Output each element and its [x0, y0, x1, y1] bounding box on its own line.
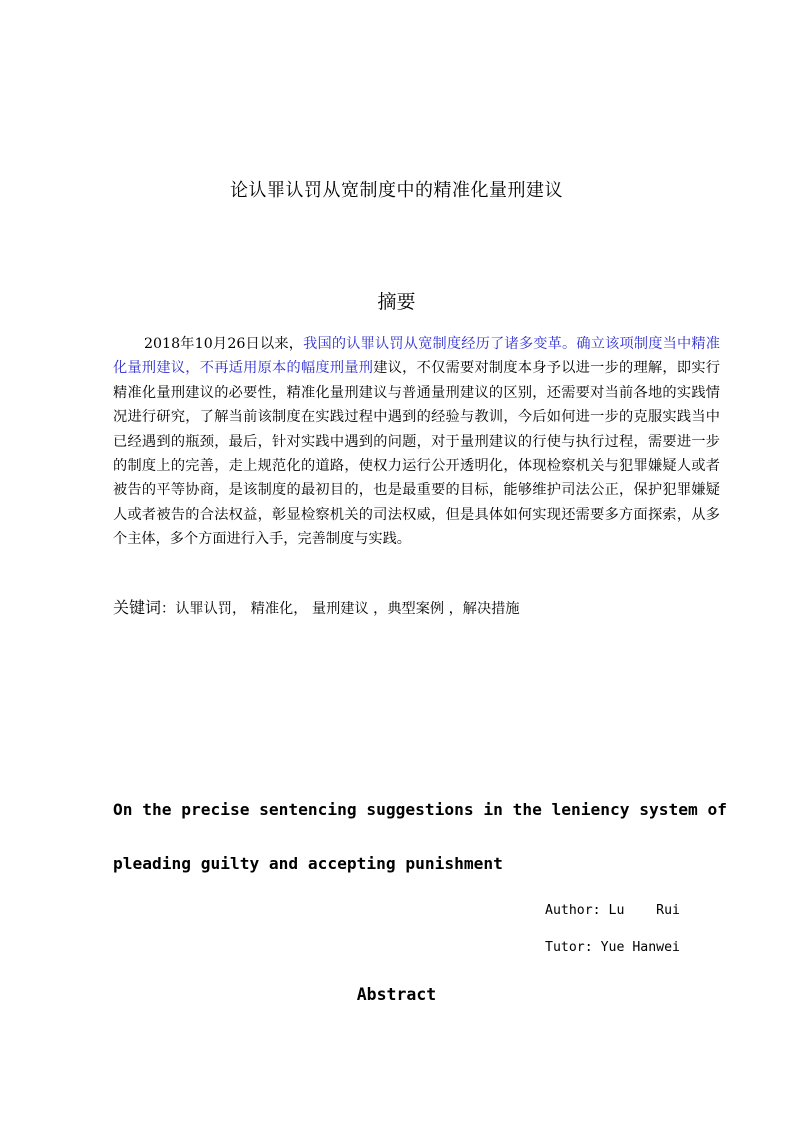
keywords-text: ：认罪认罚， 精准化， 量刑建议 ，典型案例 ，解决措施 — [161, 601, 520, 617]
abstract-segment-date: 2018年10月26日以来， — [144, 336, 304, 352]
keywords-line — [113, 595, 720, 618]
english-title-line-2: pleading guilty and accepting punishment — [113, 854, 503, 873]
abstract-heading-cn: 摘要 — [377, 291, 416, 313]
tutor-line: Tutor: Yue Hanwei — [545, 940, 680, 955]
abstract-heading-en: Abstract — [356, 985, 437, 1004]
author-line: Author: Lu Rui — [545, 903, 680, 918]
abstract-body-cn — [113, 332, 720, 552]
abstract-segment-rest: 建议，不仅需要对制度本身予以进一步的理解，即实行精准化量刑建议的必要性，精准化量刑建议与普通量刑建议的区别，还需要对当前各地的实践情况进行研究，了解当前该制度在实践过程中遇到的经验与教训，今后如何进一步的克服实践当中已经遇到的瓶颈，最后，针对实践中遇到的问题，对于量刑建议的行使与执行过程，需要进一步的制度上的完善，走上规范化的道路，使权力运行公开透明化，体现检察机关与犯罪嫌疑人或者被告的平等协商，是该制度的最初目的，也是最重要的目标，能够维护司法公正，保护犯罪嫌疑人或者被告的合法权益，彰显检察机关的司法权威，但是具体如何实现还需要多方面探索，从多个主体，多个方面进行入手，完善制度与实践。 — [113, 360, 720, 548]
keywords-label: 关键词 — [113, 598, 162, 617]
chinese-title: 论认罪认罚从宽制度中的精准化量刑建议 — [230, 180, 563, 201]
english-title-line-1: On the precise sentencing suggestions in the leniency system of — [113, 800, 727, 819]
abstract-segment-highlighted: 我国的认罪认罚从宽制度经历了诸多变革。确立该项制度当中精准化量刑建议，不再适用原本的幅度刑量刑 — [113, 336, 720, 377]
